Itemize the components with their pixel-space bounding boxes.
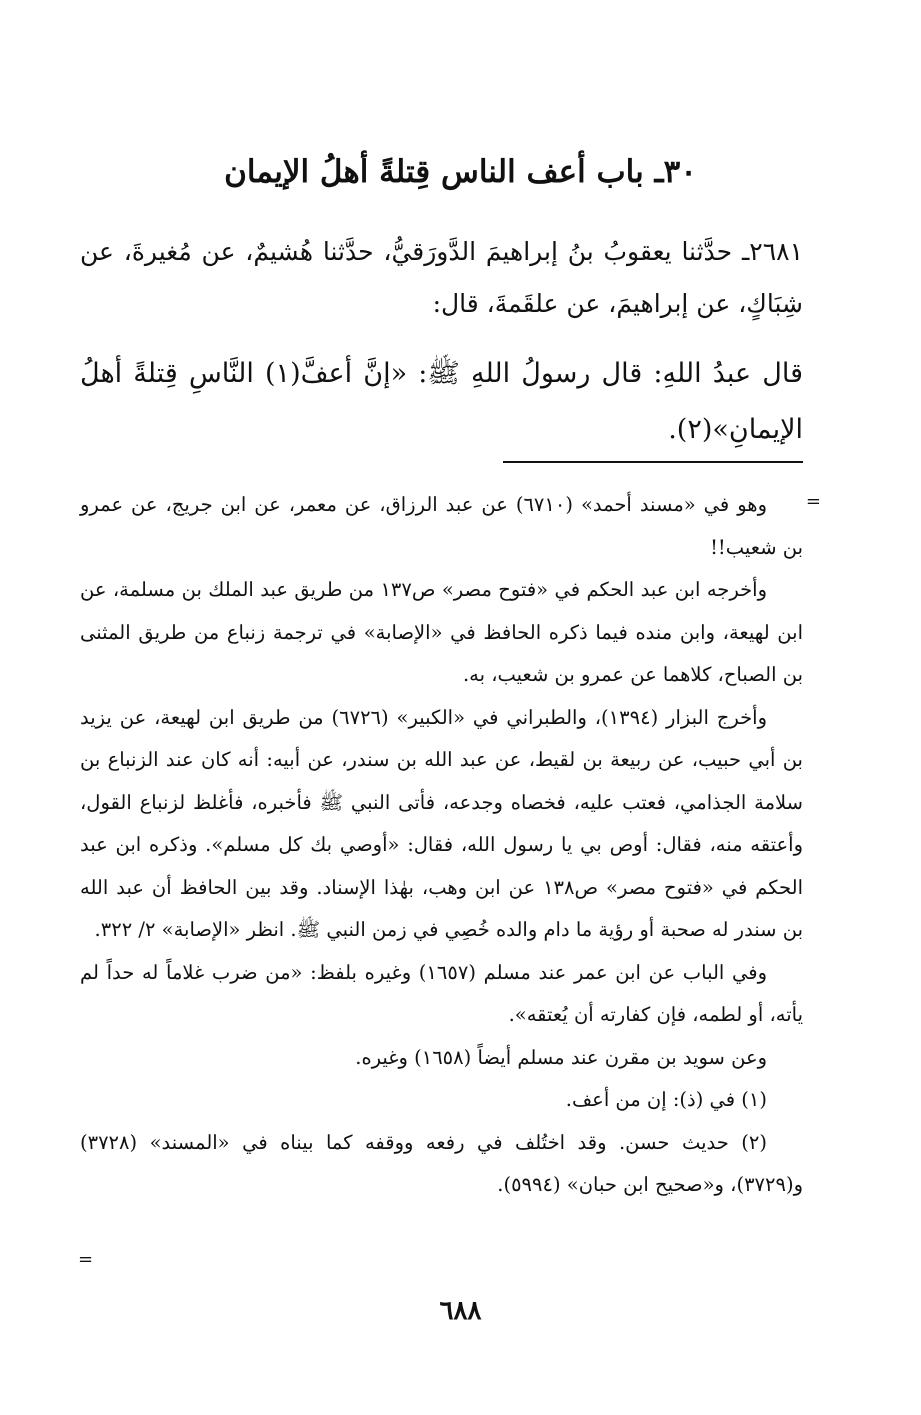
footnote-divider <box>503 461 803 463</box>
footnotes <box>80 484 803 1207</box>
footnote-paragraph: وأخرجه ابن عبد الحكم في «فتوح مصر» ص١٣٧ من طريق عبد الملك بن مسلمة، عن ابن لهيعة، وابن منده فيما ذكره الحافظ في «الإصابة» في ترجمة زنباع من طريق المثنى بن الصباح، كلاهما عن عمرو بن شعيب، به. <box>80 578 803 686</box>
hadith-matn: قال عبدُ اللهِ: قال رسولُ اللهِ ﷺ: «إنَّ أعفَّ(١) النَّاسِ قِتلةً أهلُ الإيمانِ»(٢). <box>80 358 804 445</box>
footnote-paragraph: وأخرج البزار (١٣٩٤)، والطبراني في «الكبير» (٦٧٢٦) من طريق ابن لهيعة، عن يزيد بن أبي حبيب، عن ربيعة بن لقيط، عن عبد الله بن سندر، عن أبيه: أنه كان عند الزنباع بن سلامة الجذامي، فعتب عليه، فخصاه وجدعه، فأتى النبي ﷺ فأخبره، فأغلظ لزنباع القول، وأعتقه منه، فقال: أوص بي يا رسول الله، فقال: «أوصي بك كل مسلم». وذكره ابن عبد الحكم في «فتوح مصر» ص١٣٨ عن ابن وهب، بهٰذا الإسناد. وقد بين الحافظ أن عبد الله بن سندر له صحبة أو رؤية ما دام والده خُصِي في زمن النبي ﷺ. انظر «الإصابة» ٢/ ٣٢٢. <box>80 705 804 941</box>
page-number: ٦٨٨ <box>439 1296 482 1326</box>
footnote-2: (٢) حديث حسن. وقد اختُلف في رفعه ووقفه كما بيناه في «المسند» (٣٧٢٨) و(٣٧٢٩)، و«صحيح ابن حبان» (٥٩٩٤). <box>80 1130 803 1196</box>
footnote-continued-mark: = <box>805 491 821 512</box>
footnote-continued-text: وهو في «مسند أحمد» (٦٧١٠) عن عبد الرزاق، عن معمر، عن ابن جريج، عن عمرو بن شعيب!! <box>80 493 803 559</box>
footnote-paragraph: وفي الباب عن ابن عمر عند مسلم (١٦٥٧) وغيره بلفظ: «من ضرب غلاماً له حداً لم يأته، أو لطمه، فإن كفارته أن يُعتقه». <box>80 960 803 1026</box>
hadith-isnad: ٢٦٨١ـ حدَّثنا يعقوبُ بنُ إبراهيمَ الدَّورَقيُّ، حدَّثنا هُشيمٌ، عن مُغيرةَ، عن شِبَاكٍ، عن إبراهيمَ، عن علقَمةَ، قال: <box>80 237 803 318</box>
chapter-title: ٣٠ـ باب أعف الناس قِتلةً أهلُ الإيمان <box>224 154 697 190</box>
footnote-1: (١) في (ذ): إن من أعف. <box>565 1088 767 1111</box>
footnote-continues-mark: = <box>78 1249 94 1270</box>
footnote-paragraph: وعن سويد بن مقرن عند مسلم أيضاً (١٦٥٨) وغيره. <box>355 1045 767 1069</box>
